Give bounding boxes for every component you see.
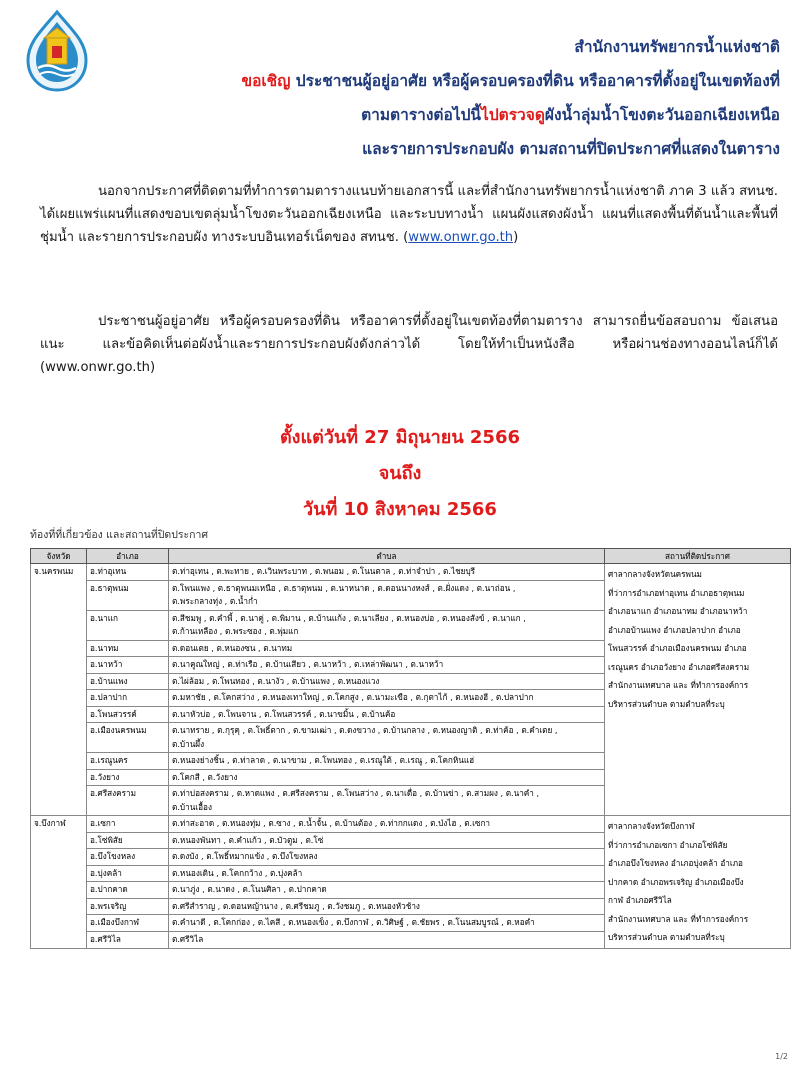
district-cell: อ.บุ่งคล้า xyxy=(87,865,169,882)
province-cell: จ.นครพนม xyxy=(31,564,87,816)
subdistrict-line: ต.มหาชัย , ต.โคกสว่าง , ต.หนองเทาใหญ่ , ต.โคกสูง , ต.นามะเขือ , ต.กุตาไก้ , ต.หนองฮี , ต.ปลาปาก xyxy=(172,692,534,702)
posting-place-line: อำเภอนาแก อำเภอนาทม อำเภอนาหว้า xyxy=(608,606,748,616)
district-cell: อ.พรเจริญ xyxy=(87,898,169,915)
subdistrict-line: ต.หนองเดิน , ต.โคกกว้าง , ต.บุ่งคล้า xyxy=(172,867,303,878)
subdistrict-cell xyxy=(169,564,605,581)
onwr-website-link[interactable]: www.onwr.go.th xyxy=(408,230,514,245)
header-province: จังหวัด xyxy=(31,549,87,564)
subdistrict-line: ต.ท่าสะอาด , ต.หนองทุ่ม , ต.ซาง , ต.น้ำจั้น , ต.บ้านต้อง , ต.ท่ากกแดง , ต.ป่งไฮ , ต.เซกา xyxy=(172,818,491,828)
posting-place-line: ปากคาด อำเภอพรเจริญ อำเภอเมืองบึง xyxy=(608,876,744,887)
locations-table xyxy=(30,548,791,949)
subdistrict-line: ต.บ้านผึ้ง xyxy=(172,738,205,749)
subdistrict-cell xyxy=(169,690,605,707)
subdistrict-cell xyxy=(169,580,605,610)
district-cell: อ.เมืองบึงกาฬ xyxy=(87,915,169,932)
district-cell: อ.ท่าอุเทน xyxy=(87,564,169,581)
subdistrict-cell xyxy=(169,657,605,674)
org-name: สำนักงานทรัพยากรน้ำแห่งชาติ xyxy=(574,38,780,56)
posting-place-line: ศาลากลางจังหวัดนครพนม xyxy=(608,569,702,579)
subdistrict-line: ต.นาภู่ง , ต.นาดง , ต.โนนศิลา , ต.ปากคาด xyxy=(172,884,327,895)
district-cell: อ.โพนสวรรค์ xyxy=(87,706,169,723)
posting-place-line: โพนสวรรค์ อำเภอเมืองนครพนม อำเภอ xyxy=(608,643,747,653)
district-cell: อ.ศรีวิไล xyxy=(87,931,169,948)
posting-place-line: อำเภอบึงโขงหลง อำเภอบุ่งคล้า อำเภอ xyxy=(608,858,743,868)
district-cell: อ.เซกา xyxy=(87,816,169,833)
table-header-row xyxy=(31,549,791,564)
link-open-paren: ( xyxy=(403,230,409,245)
subdistrict-line: ต.นาคูณใหญ่ , ต.ท่าเรือ , ต.บ้านเสียว , ต.นาหว้า , ต.เหล่าพัฒนา , ต.นาหว้า xyxy=(172,659,444,669)
headline-red-word: ขอเชิญ xyxy=(241,72,291,90)
district-cell: อ.นาแก xyxy=(87,610,169,640)
subdistrict-line: ต.นาทราย , ต.กุรุคุ , ต.โพธิ์ตาก , ต.ขามเฒ่า , ต.ดงขวาง , ต.บ้านกลาง , ต.หนองญาติ , ต.ท่าค้อ , ต.คำเตย , xyxy=(172,725,558,735)
headline-text-2b: ผังน้ำลุ่มน้ำโขงตะวันออกเฉียงเหนือ xyxy=(544,106,780,124)
paragraph-2-text: ประชาชนผู้อยู่อาศัย หรือผู้ครอบครองที่ดิน หรืออาคารที่ตั้งอยู่ในเขตท้องที่ตามตาราง สามารถยื่นข้อสอบถาม ข้อเสนอแนะ และข้อคิดเห็นต่อผังน้ำและรายการประกอบผังดังกล่าวได้ โดยให้ทำเป็นหนังสือ หรือผ่านช่องทางออนไลน์ก็ได้ (www.onwr.go.th) xyxy=(40,314,778,375)
table-row xyxy=(31,564,791,581)
page-number: 1/2 xyxy=(775,1052,788,1061)
subdistrict-line: ต.ไผ่ล้อม , ต.โพนทอง , ต.นางัว , ต.บ้านแพง , ต.หนองแวง xyxy=(172,675,380,686)
subdistrict-cell xyxy=(169,723,605,753)
table-body xyxy=(31,564,791,949)
posting-place-line: ศาลากลางจังหวัดบึงกาฬ xyxy=(608,821,695,831)
posting-place-line: บริหารส่วนตำบล ตามตำบลที่ระบุ xyxy=(608,698,725,709)
headline-text-2a: ตามตารางต่อไปนี้ xyxy=(361,106,482,124)
district-cell: อ.เมืองนครพนม xyxy=(87,723,169,753)
posting-place-line: สำนักงานเทศบาล และ ที่ทำการองค์การ xyxy=(608,913,749,924)
posting-place-line: กาฬ อำเภอศรีวิไล xyxy=(608,895,672,905)
date-until: จนถึง xyxy=(378,463,422,484)
subdistrict-line: ต.นาหัวบ่อ , ต.โพนจาน , ต.โพนสวรรค์ , ต.นาขมิ้น , ต.บ้านค้อ xyxy=(172,708,396,719)
district-cell: อ.ธาตุพนม xyxy=(87,580,169,610)
date-end: วันที่ 10 สิงหาคม 2566 xyxy=(303,499,497,520)
district-cell: อ.บ้านแพง xyxy=(87,673,169,690)
headline-line-1 xyxy=(110,64,780,98)
subdistrict-line: ต.ท่าบ่อสงคราม , ต.หาดแพง , ต.ศรีสงคราม , ต.โพนสว่าง , ต.นาเดื่อ , ต.บ้านข่า , ต.สามผง , ต.นาคำ , xyxy=(172,788,540,798)
district-cell: อ.นาหว้า xyxy=(87,657,169,674)
subdistrict-cell xyxy=(169,816,605,833)
headline-line-3: และรายการประกอบผัง ตามสถานที่ปิดประกาศที่แสดงในตาราง xyxy=(362,140,780,158)
posting-place-line: บริหารส่วนตำบล ตามตำบลที่ระบุ xyxy=(608,932,725,942)
table-caption: ท้องที่ที่เกี่ยวข้อง และสถานที่ปิดประกาศ xyxy=(30,529,209,541)
link-close-paren: ) xyxy=(513,230,519,245)
subdistrict-line: ต.หนองย่างชิ้น , ต.ท่าลาด , ต.นาขาม , ต.โพนทอง , ต.เรณูใต้ , ต.เรณู , ต.โคกหินแฮ่ xyxy=(172,755,475,765)
posting-place-line: สำนักงานเทศบาล และ ที่ทำการองค์การ xyxy=(608,680,749,690)
district-cell: อ.ปลาปาก xyxy=(87,690,169,707)
posting-place-cell xyxy=(605,816,791,949)
invitation-headline xyxy=(110,64,780,166)
district-cell: อ.ปากคาด xyxy=(87,882,169,899)
subdistrict-cell xyxy=(169,706,605,723)
subdistrict-cell xyxy=(169,931,605,948)
posting-place-line: อำเภอบ้านแพง อำเภอปลาปาก อำเภอ xyxy=(608,624,741,635)
subdistrict-line: ต.สีชมพู , ต.คำพี้ , ต.นาคู่ , ต.พิมาน , ต.บ้านแก้ง , ต.นาเลียง , ต.หนองบ่อ , ต.หนองสังข์ , ต.นาแก , xyxy=(172,612,526,623)
paragraph-1-text: นอกจากประกาศที่ติดตามที่ทำการตามตารางแนบท้ายเอกสารนี้ และที่สำนักงานทรัพยากรน้ำแห่งชาติ ภาค 3 แล้ว สทนช. ได้เผยแพร่แผนที่แสดงขอบเขตลุ่มน้ำโขงตะวันออกเฉียงเหนือ และระบบทางน้ำ แผนผังแสดงผังน้ำ แผนที่แสดงพื้นที่ต้นน้ำและพื้นที่ชุ่มน้ำ และรายการประกอบผัง ทางระบบอินเทอร์เน็ตของ สทนช. xyxy=(40,184,778,245)
district-cell: อ.โซ่พิสัย xyxy=(87,832,169,849)
subdistrict-cell xyxy=(169,832,605,849)
onwr-logo xyxy=(14,8,100,94)
subdistrict-cell xyxy=(169,786,605,816)
subdistrict-line: ต.ศรีสำราญ , ต.ดอนหญ้านาง , ต.ศรีชมภู , ต.วังชมภู , ต.หนองหัวช้าง xyxy=(172,900,420,911)
subdistrict-line: ต.คำนาดี , ต.โคกก่อง , ต.ไคสี , ต.หนองเข็ง , ต.บึงกาฬ , ต.วิศิษฐ์ , ต.ชัยพร , ต.โนนสมบูรณ์ , ต.หอคำ xyxy=(172,917,535,928)
district-cell: อ.วังยาง xyxy=(87,769,169,786)
subdistrict-cell xyxy=(169,898,605,915)
subdistrict-cell xyxy=(169,610,605,640)
headline-line-2 xyxy=(110,98,780,132)
subdistrict-cell xyxy=(169,673,605,690)
subdistrict-line: ต.โคกสี , ต.วังยาง xyxy=(172,771,238,782)
posting-place-line: ที่ว่าการอำเภอเซกา อำเภอโซ่พิสัย xyxy=(608,839,728,850)
headline-red-word-2: ไปตรวจดู xyxy=(481,106,545,124)
posting-place-line: ที่ว่าการอำเภอท่าอุเทน อำเภอธาตุพนม xyxy=(608,587,745,598)
subdistrict-cell xyxy=(169,640,605,657)
province-cell: จ.บึงกาฬ xyxy=(31,816,87,949)
header-subdistrict: ตำบล xyxy=(169,549,605,564)
subdistrict-line: ต.หนองพันทา , ต.คำแก้ว , ต.บัวตูม , ต.โซ่ xyxy=(172,834,324,845)
paragraph-1 xyxy=(40,180,778,249)
district-cell: อ.บึงโขงหลง xyxy=(87,849,169,866)
subdistrict-line: ต.ดงบัง , ต.โพธิ์หมากแข้ง , ต.บึงโขงหลง xyxy=(172,851,318,862)
header-posting-place: สถานที่ติดประกาศ xyxy=(605,549,791,564)
subdistrict-cell xyxy=(169,882,605,899)
district-cell: อ.เรณูนคร xyxy=(87,753,169,770)
table-row xyxy=(31,816,791,833)
subdistrict-cell xyxy=(169,915,605,932)
subdistrict-cell xyxy=(169,753,605,770)
subdistrict-line: ต.ก้านเหลือง , ต.พระซอง , ต.พุ่มแก xyxy=(172,626,299,636)
subdistrict-cell xyxy=(169,849,605,866)
district-cell: อ.ศรีสงคราม xyxy=(87,786,169,816)
header-district: อำเภอ xyxy=(87,549,169,564)
date-start: ตั้งแต่วันที่ 27 มิถุนายน 2566 xyxy=(279,427,521,448)
subdistrict-cell xyxy=(169,769,605,786)
subdistrict-line: ต.ศรีวิไล xyxy=(172,933,204,944)
subdistrict-line: ต.โพนแพง , ต.ธาตุพนมเหนือ , ต.ธาตุพนม , ต.นาหนาด , ต.ดอนนางหงส์ , ต.ฝั่งแดง , ต.นาถ่อน , xyxy=(172,582,516,593)
subdistrict-line: ต.พระกลางทุ่ง , ต.น้ำก่ำ xyxy=(172,596,258,606)
subdistrict-cell xyxy=(169,865,605,882)
headline-text-1: ประชาชนผู้อยู่อาศัย หรือผู้ครอบครองที่ดิน หรืออาคารที่ตั้งอยู่ในเขตท้องที่ xyxy=(290,72,780,90)
posting-place-line: เรณูนคร อำเภอวังยาง อำเภอศรีสงคราม xyxy=(608,661,750,672)
announcement-dates xyxy=(0,420,800,528)
paragraph-2 xyxy=(40,310,778,379)
subdistrict-line: ต.ดอนเตย , ต.หนองซน , ต.นาทม xyxy=(172,642,293,653)
subdistrict-line: ต.ท่าอุเทน , ต.พะทาย , ต.เวินพระบาท , ต.พนอม , ต.โนนตาล , ต.ท่าจำปา , ต.ไชยบุรี xyxy=(172,566,476,576)
posting-place-cell xyxy=(605,564,791,816)
district-cell: อ.นาทม xyxy=(87,640,169,657)
subdistrict-line: ต.บ้านเอื้อง xyxy=(172,801,212,812)
